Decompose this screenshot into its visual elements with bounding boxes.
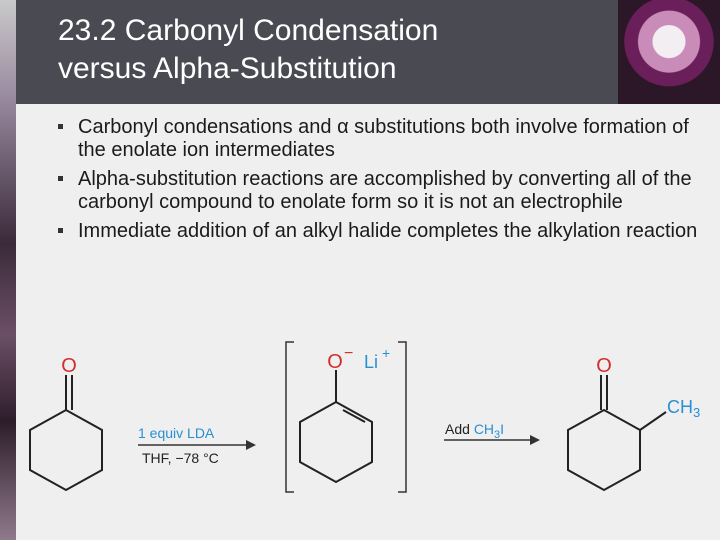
- product-methyl-ch: CH: [667, 397, 693, 417]
- product-methyl-label: [667, 397, 700, 420]
- step2-prefix: Add: [445, 421, 470, 437]
- reactant-oxygen-label: O: [61, 355, 77, 377]
- bullet-marker-icon: [58, 228, 63, 233]
- title-line-2: versus Alpha-Substitution: [58, 52, 397, 85]
- bullet-text: Immediate addition of an alkyl halide completes the alkylation reaction: [78, 220, 698, 242]
- reaction-scheme: [16, 330, 720, 530]
- product-methyl-sub: 3: [693, 405, 701, 420]
- bullet-marker-icon: [58, 124, 63, 129]
- step1-reagent: 1 equiv LDA: [138, 425, 215, 441]
- bullet-marker-icon: [58, 176, 63, 181]
- enolate-charge: −: [344, 345, 354, 362]
- step1-arrowhead-icon: [246, 440, 256, 450]
- bullet-list: [58, 116, 698, 249]
- right-bracket: [398, 342, 406, 492]
- step1-conditions: THF, −78 °C: [142, 450, 219, 466]
- lithium-counterion: Li: [364, 352, 379, 372]
- orchid-photo: [618, 0, 720, 104]
- left-bracket: [286, 342, 294, 492]
- bullet-item: [58, 168, 698, 214]
- slide-title: [58, 12, 598, 88]
- enolate-oxygen-label: O: [327, 351, 343, 373]
- step2-reagent-iodine: I: [500, 421, 505, 437]
- bullet-text: Carbonyl condensations and α substitutions both involve formation of the enolate ion intermediates: [78, 116, 689, 161]
- bullet-text: Alpha-substitution reactions are accomplished by converting all of the carbonyl compound to enolate form so it is not an electrophile: [78, 168, 692, 213]
- step2-reagent-label: [445, 421, 504, 441]
- lithium-enolate-structure: [300, 370, 372, 482]
- title-line-1: 23.2 Carbonyl Condensation: [58, 14, 439, 47]
- bullet-item: [58, 116, 698, 162]
- methylcyclohexanone-structure: [568, 375, 666, 490]
- product-oxygen-label: O: [596, 355, 612, 377]
- step2-arrowhead-icon: [530, 435, 540, 445]
- step2-reagent-ch: CH: [473, 421, 495, 437]
- left-decorative-strip: [0, 0, 16, 540]
- bullet-item: [58, 220, 698, 243]
- cyclohexanone-structure: [30, 375, 102, 490]
- counterion-charge: +: [382, 345, 391, 361]
- step2-reagent-sub: 3: [494, 429, 501, 441]
